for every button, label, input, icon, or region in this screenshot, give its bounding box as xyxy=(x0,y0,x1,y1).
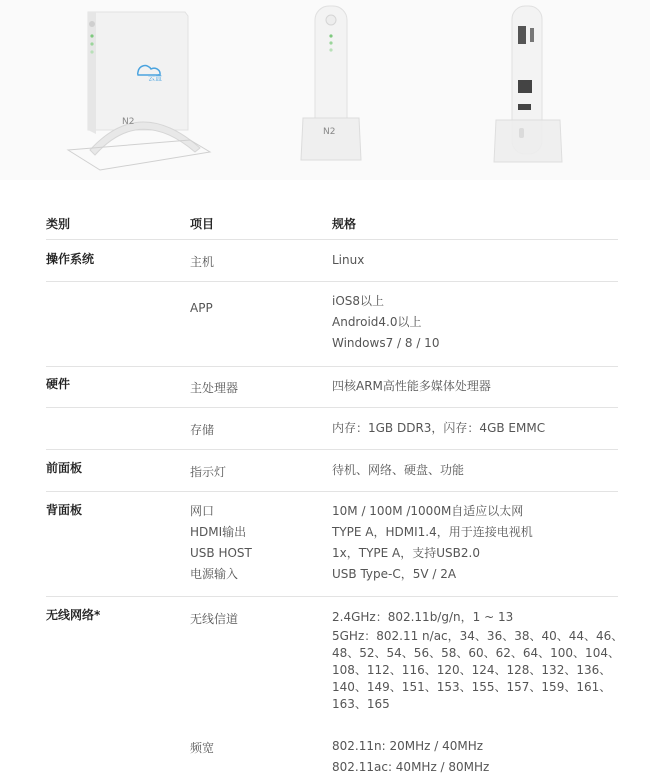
spec-line: 5GHz：802.11 n/ac，34、36、38、40、44、46、 xyxy=(332,629,624,643)
row-category: 背面板 xyxy=(46,503,83,517)
item-line: 网口 xyxy=(190,504,215,518)
table-row xyxy=(46,726,618,784)
spec-line: 802.11n: 20MHz / 40MHz xyxy=(332,739,484,753)
table-row xyxy=(46,450,618,492)
item-line: 电源输入 xyxy=(190,567,239,581)
header-category: 类别 xyxy=(46,217,71,231)
table-row xyxy=(46,492,618,597)
row-item: 存储 xyxy=(190,423,215,437)
logo-text: N2 xyxy=(122,117,135,127)
device-angled-image xyxy=(60,0,220,180)
row-spec xyxy=(332,736,489,778)
item-line: HDMI输出 xyxy=(190,525,247,539)
spec-line: 1x，TYPE A，支持USB2.0 xyxy=(332,546,480,560)
row-spec xyxy=(332,501,533,585)
spec-line: TYPE A，HDMI1.4，用于连接电视机 xyxy=(332,525,533,539)
table-row xyxy=(46,282,618,367)
svg-text:N2: N2 xyxy=(323,127,336,137)
product-hero xyxy=(0,0,650,180)
table-row xyxy=(46,408,618,450)
spec-line: 四核ARM高性能多媒体处理器 xyxy=(332,379,491,393)
row-spec xyxy=(332,607,623,713)
row-item: 主处理器 xyxy=(190,381,239,395)
row-spec xyxy=(332,418,545,439)
row-item: 无线信道 xyxy=(190,612,239,626)
row-spec xyxy=(332,460,464,481)
row-spec xyxy=(332,376,491,397)
row-spec xyxy=(332,291,439,354)
spec-line: 163、165 xyxy=(332,697,390,711)
row-item: APP xyxy=(190,301,213,315)
spec-line: Linux xyxy=(332,253,365,267)
spec-line: 待机、网络、硬盘、功能 xyxy=(332,463,465,477)
row-category: 操作系统 xyxy=(46,252,95,266)
cloud-logo-text: 云盒 xyxy=(148,74,162,82)
header-item: 项目 xyxy=(190,217,215,231)
spec-line: 10M / 100M /1000M自适应以太网 xyxy=(332,504,524,518)
row-category: 硬件 xyxy=(46,377,71,391)
row-item: 主机 xyxy=(190,255,215,269)
row-category: 无线网络* xyxy=(46,608,101,622)
row-spec xyxy=(332,250,364,271)
row-category: 前面板 xyxy=(46,461,83,475)
spec-line: 802.11ac: 40MHz / 80MHz xyxy=(332,760,490,774)
header-spec: 规格 xyxy=(332,217,357,231)
table-row xyxy=(46,367,618,408)
spec-line: 140、149、151、153、155、157、159、161、 xyxy=(332,680,612,694)
row-item: 指示灯 xyxy=(190,465,227,479)
spec-line: 48、52、54、56、58、60、62、64、100、104、 xyxy=(332,646,620,660)
device-back-image xyxy=(490,0,570,180)
spec-line: 内存：1GB DDR3，闪存：4GB EMMC xyxy=(332,421,546,435)
row-items xyxy=(190,501,252,585)
spec-line: 2.4GHz：802.11b/g/n，1 ~ 13 xyxy=(332,610,514,624)
spec-line: Android4.0以上 xyxy=(332,315,422,329)
item-line: USB HOST xyxy=(190,546,252,560)
table-row xyxy=(46,597,624,725)
spec-line: iOS8以上 xyxy=(332,294,385,308)
spec-line: USB Type-C，5V / 2A xyxy=(332,567,457,581)
spec-line: 108、112、116、120、124、128、132、136、 xyxy=(332,663,612,677)
table-row xyxy=(46,240,618,282)
table-header-row xyxy=(46,206,618,240)
device-front-image xyxy=(295,0,375,180)
spec-line: Windows7 / 8 / 10 xyxy=(332,336,440,350)
row-item: 频宽 xyxy=(190,741,215,755)
